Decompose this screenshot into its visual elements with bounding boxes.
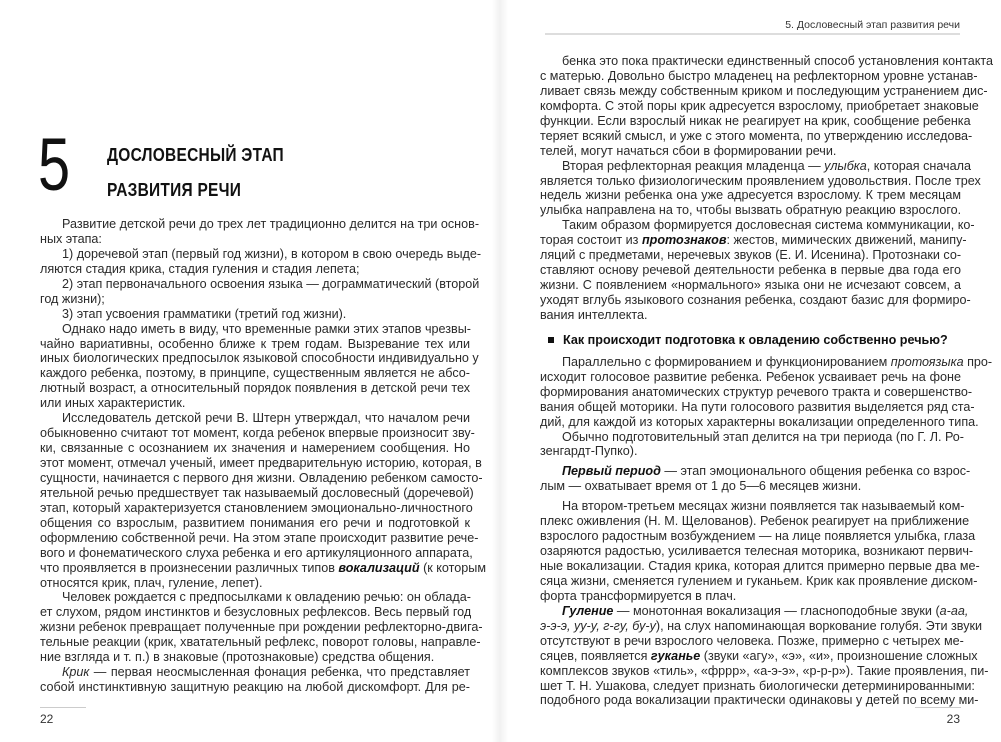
text-line: с матерью. Довольно быстро младенец на рефлекторном уровне устанав- [540, 68, 978, 83]
text-line: жизни ребенок превращает полученные при рождении рефлекторно-двига- [40, 620, 483, 635]
italic-term: а-аа, [939, 603, 969, 618]
text-line: Исследователь детской речи В. Штерн утверждал, что началом речи [62, 411, 470, 426]
text-line: ет слухом, рядом инстинктов и безусловных рефлексов. Весь первый год [40, 605, 472, 620]
text-line: общения со взрослым, развитием понимания его речи и подготовкой к [40, 515, 470, 530]
paragraph [540, 354, 993, 430]
page-number-rule [40, 707, 86, 708]
text-line: форта трансформируется в плач. [540, 588, 737, 603]
text-line: или иных характеристик. [40, 396, 186, 411]
text-line: 2) этап первоначального освоения языка — дограмматический (второй [62, 276, 480, 291]
page-number-rule [915, 707, 961, 708]
text-line: комплексов звуков «тиль», «фррр», «а-э-э», «р-р-р»). Такие проявления, пи- [540, 663, 989, 678]
italic-term: э-э-э, уу-у, г-гу, бу-у [540, 618, 656, 633]
text-line: вания общей моторики. На пути голосового развития выделяется ряд ста- [540, 399, 975, 414]
text-line: э-э-э, уу-у, г-гу, бу-у), на слух напоминающая воркование голубя. Эти звуки [540, 618, 983, 633]
paragraph [540, 218, 975, 323]
text-line: отсутствуют в речи взрослого человека. Позже, примерно с четырех ме- [540, 633, 964, 648]
paragraph [40, 307, 470, 322]
text-before-question [540, 54, 993, 323]
italic-term: улыбка [824, 158, 867, 173]
italic-term: протоязыка [890, 354, 964, 369]
text-line: является только физиологическим проявлением удовольствия. После трех [540, 173, 981, 188]
text-line: 1) доречевой этап (первый год жизни), в котором в свою очередь выде- [62, 246, 482, 261]
text-line: ние взгляда и т. п.) в знаковые (протознаковые) средства общения. [40, 650, 435, 665]
question-text: Как происходит подготовка к овладению собственно речью? [563, 332, 948, 347]
text-line: шет Т. Н. Ушакова, следует признать биологически детерминированными: [540, 678, 975, 693]
paragraph [40, 411, 487, 590]
text-line: этап, который характеризуется становлением эмоционально-личностного [40, 500, 473, 515]
text-line: взрослого радостным возбуждением — на лице появляется улыбка, глаза [540, 529, 976, 544]
text-line: Вторая рефлекторная реакция младенца — улыбка, которая сначала [562, 158, 971, 173]
text-line: собой инстинктивную защитную реакцию на любой дискомфорт. Для ре- [40, 680, 470, 695]
left-page [0, 0, 500, 742]
paragraph [540, 54, 993, 159]
text-line: Таким образом формируется дословесная система коммуникации, ко- [562, 218, 975, 233]
bold-term: Гуление [562, 603, 614, 618]
left-text-column [40, 217, 487, 695]
text-line: сяцев, появляется гуканье (звуки «агу», «э», «и», произношение сложных [540, 648, 978, 663]
chapter-title-line: РАЗВИТИЯ РЕЧИ [107, 180, 242, 200]
page-number: 22 [40, 712, 54, 726]
text-line: исходит голосовое развитие ребенка. Ребенок усваивает речь на фоне [540, 369, 961, 384]
text-line: лютный возраст, а относительный порядок появления в детской речи тех [40, 381, 470, 396]
text-line: ки, связанные с осознанием их значения и намерением сообщения. Но [40, 441, 470, 456]
text-line: что проявляется в произнесении различных типов вокализаций (к которым [40, 560, 487, 575]
text-after-question [540, 354, 993, 709]
bold-term: протознаков [641, 233, 727, 248]
text-line: Первый период — этап эмоционального общения ребенка со взрос- [562, 464, 971, 479]
text-line: чайно вариативны, особенно ближе к трем годам. Вызревание тех или [40, 336, 470, 351]
text-line: плекс оживления (Н. М. Щелованов). Ребенок реагирует на приближение [540, 514, 970, 529]
text-line: комфорта. С этой поры крик адресуется взрослому, приобретает знаковые [540, 98, 979, 113]
paragraph [40, 665, 470, 695]
italic-term: Крик [62, 665, 90, 680]
text-line: ставляют основу речевой деятельности ребенка в первые два года его [540, 263, 961, 278]
text-line: подобного рода вокализации практически одинаковы у детей по всему ми- [540, 693, 979, 708]
text-line: ные вокализации. Стадия крика, которая длится примерно первые два ме- [540, 559, 980, 574]
text-line: этот момент, отмечал ученый, имеет предварительную историю, которая, в [40, 456, 482, 470]
text-line: ных этапа: [40, 231, 102, 246]
text-line: функции. Если взрослый никак не реагирует на крик, сообщение ребенка [540, 113, 971, 128]
paragraph [40, 276, 480, 307]
right-page [500, 0, 1001, 742]
section-question-heading [548, 333, 961, 348]
text-line: На втором-третьем месяцах жизни появляется так называемый ком- [562, 499, 965, 514]
text-line: зенгардт-Пупко). [540, 444, 638, 459]
chapter-number: 5 [38, 123, 71, 206]
bold-term: вокализаций [338, 560, 420, 575]
text-line: сущности, начинается с первого дня жизни. Овладению ребенком самосто- [40, 470, 483, 485]
text-line: Крик — первая неосмысленная фонация ребенка, что представляет [62, 665, 470, 680]
paragraph [540, 464, 971, 494]
text-line: обыкновенно считают тот момент, когда ребенок впервые произносит зву- [40, 426, 475, 441]
chapter-title-line: ДОСЛОВЕСНЫЙ ЭТАП [107, 145, 284, 165]
text-line: ляются стадия крика, стадия гуления и стадия лепета; [40, 261, 360, 276]
running-head-rule [545, 33, 960, 35]
paragraph [540, 429, 965, 460]
text-line: оформлению собственной речи. На этом этапе происходит развитие рече- [40, 530, 479, 545]
text-line: Обычно подготовительный этап делится на три периода (по Г. Л. Ро- [562, 429, 965, 444]
text-line: Человек рождается с предпосылками к овладению речью: он облада- [62, 590, 471, 605]
bold-term: гуканье [650, 648, 701, 663]
text-line: ливает связь между собственным криком и последующим устранением дис- [540, 83, 988, 98]
text-line: каждого ребенка, поэтому, в принципе, существенным является не абсо- [40, 366, 470, 381]
bold-term: Первый период [562, 464, 661, 479]
text-line: Развитие детской речи до трех лет традиционно делится на три основ- [62, 217, 480, 231]
text-line: сяца жизни, сменяется гулением и гуканьем. Крик как проявление диском- [540, 573, 978, 588]
text-line: ляций с предметами, неречевых звуков (Е. И. Исенина). Протознаки со- [540, 248, 962, 263]
text-line: Гуление — монотонная вокализация — гласноподобные звуки (а-аа, [562, 603, 969, 618]
paragraph [540, 499, 980, 604]
text-line: ятельной речью предшествует так называемый дословесный (доречевой) [40, 485, 474, 500]
text-line: дий, для каждой из которых характерны вокализации определенного типа. [540, 414, 979, 429]
text-line: относятся крик, плач, гуление, лепет). [40, 575, 263, 590]
text-line: озаряются радостью, усиливается телесная моторика, возникают первич- [540, 544, 974, 559]
page-number: 23 [946, 712, 960, 726]
text-line: уходят вглубь языкового сознания ребенка, создают базис для формиро- [540, 293, 971, 307]
text-line: год жизни); [40, 291, 105, 306]
text-line: вания интеллекта. [540, 307, 648, 322]
right-text-column [540, 54, 993, 708]
text-line: Параллельно с формированием и функционированием протоязыка про- [562, 354, 993, 369]
text-line: 3) этап усвоения грамматики (третий год жизни). [62, 306, 347, 321]
square-bullet-icon [548, 337, 554, 343]
paragraph [40, 321, 479, 412]
text-line: лым — охватывает время от 1 до 5—6 месяцев жизни. [540, 479, 862, 494]
text-line: формирования анатомических структур речевого тракта и совершенство- [540, 384, 973, 399]
text-line: жизни. С появлением «нормального» языка они не исчезают совсем, а [540, 278, 961, 293]
paragraph [40, 246, 482, 277]
text-line: теряет всякий смысл, и уже с этого момента, по утверждению исследова- [540, 128, 973, 143]
text-line: недель жизни ребенка она уже адресуется взрослому. К трем месяцам [540, 188, 961, 203]
chapter-title [107, 138, 284, 208]
text-line: тельные реакции (крик, хватательный рефлекс, поворот головы, направле- [40, 635, 481, 650]
text-line: улыбка направлена на то, чтобы вызвать обратную реакцию взрослого. [540, 203, 962, 218]
paragraph [40, 217, 480, 247]
text-line: телей, могут начаться сбои в формировании речи. [540, 143, 837, 158]
running-head: 5. Дословесный этап развития речи [785, 19, 960, 31]
paragraph [540, 603, 989, 709]
paragraph [40, 590, 483, 665]
text-line: Однако надо иметь в виду, что временные рамки этих этапов чрезвы- [62, 321, 471, 336]
paragraph [540, 158, 981, 219]
text-line: вого и фонематического слуха ребенка и его артикуляционного аппарата, [40, 545, 473, 560]
text-line: иных биологических предпосылок языковой способности индивидуально у [40, 351, 479, 366]
text-line: торая состоит из протознаков: жестов, мимических движений, манипу- [540, 233, 967, 248]
text-line: бенка это пока практически единственный способ установления контакта [562, 54, 993, 68]
